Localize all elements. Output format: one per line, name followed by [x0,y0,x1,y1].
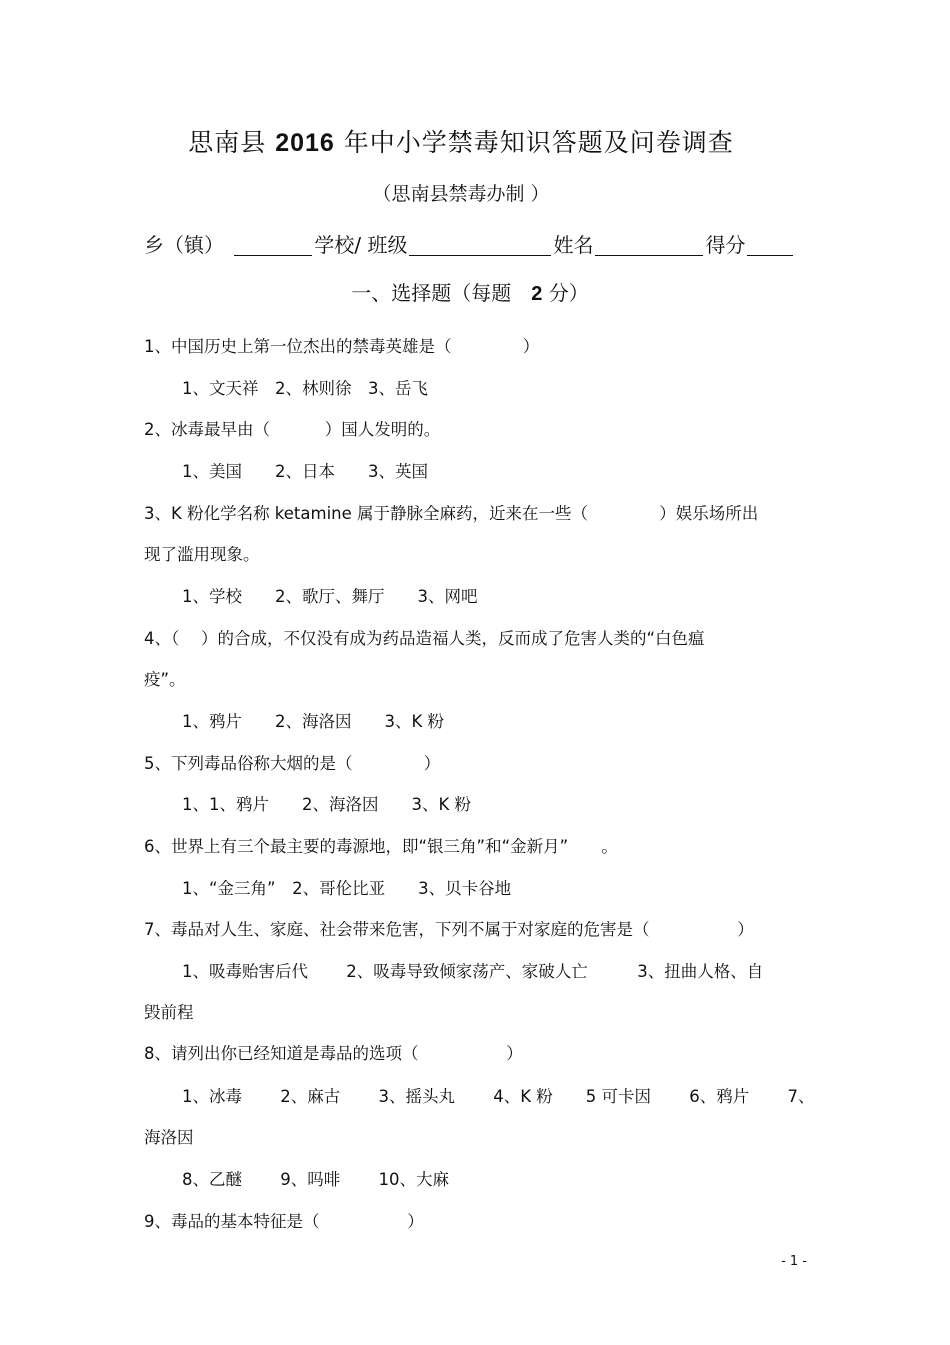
question-7: 7、毒品对人生、家庭、社会带来危害，下列不属于对家庭的危害是（ ） [144,920,754,939]
question-8: 8、请列出你已经知道是毒品的选项（ ） [144,1044,523,1063]
name-blank[interactable] [595,233,703,256]
question-1: 1、中国历史上第一位杰出的禁毒英雄是（ ） [144,337,540,356]
info-row [144,229,793,258]
section-heading: 一、选择题（每题 2 分） [351,281,589,305]
town-label: 乡（镇） [144,233,224,257]
question-9: 9、毒品的基本特征是（ ） [144,1212,424,1231]
options-2: 1、美国 2、日本 3、英国 [182,462,428,481]
options-8: 1、冰毒 2、麻古 3、摇头丸 4、K 粉 5 可卡因 6、鸦片 7、 [182,1087,815,1106]
options-8-cont: 海洛因 [144,1128,194,1147]
question-3: 3、K 粉化学名称 ketamine 属于静脉全麻药，近来在一些（ ）娱乐场所出 [144,504,759,523]
question-4: 4、（ ）的合成，不仅没有成为药品造福人类，反而成了危害人类的“白色瘟 [144,629,705,648]
title-year: 2016 [275,129,335,157]
page-number: - 1 - [781,1254,807,1269]
question-2: 2、冰毒最早由（ ）国人发明的。 [144,420,441,439]
options-5: 1、1、鸦片 2、海洛因 3、K 粉 [182,795,472,814]
question-3-cont: 现了滥用现象。 [144,545,260,564]
options-4: 1、鸦片 2、海洛因 3、K 粉 [182,712,445,731]
options-7: 1、吸毒贻害后代 2、吸毒导致倾家荡产、家破人亡 3、扭曲人格、自 [182,962,764,981]
options-1: 1、文天祥 2、林则徐 3、岳飞 [182,379,428,398]
options-8-row2: 8、乙醚 9、吗啡 10、大麻 [182,1170,449,1189]
town-blank[interactable] [234,233,312,256]
question-5: 5、下列毒品俗称大烟的是（ ） [144,754,441,773]
school-label: 学校/ 班级 [314,233,408,257]
score-blank[interactable] [747,233,793,256]
options-7-cont: 毁前程 [144,1003,194,1022]
subtitle: （思南县禁毒办制 ） [372,183,550,205]
name-label: 姓名 [553,233,594,257]
options-3: 1、学校 2、歌厅、舞厅 3、网吧 [182,587,478,606]
question-6: 6、世界上有三个最主要的毒源地，即“银三角”和“金新月” 。 [144,837,618,856]
page-title: 思南县 2016 年中小学禁毒知识答题及问卷调查 [188,128,734,157]
question-4-cont: 疫”。 [144,670,186,689]
class-blank[interactable] [409,233,551,256]
options-6: 1、“金三角” 2、哥伦比亚 3、贝卡谷地 [182,879,512,898]
score-label: 得分 [705,233,746,257]
